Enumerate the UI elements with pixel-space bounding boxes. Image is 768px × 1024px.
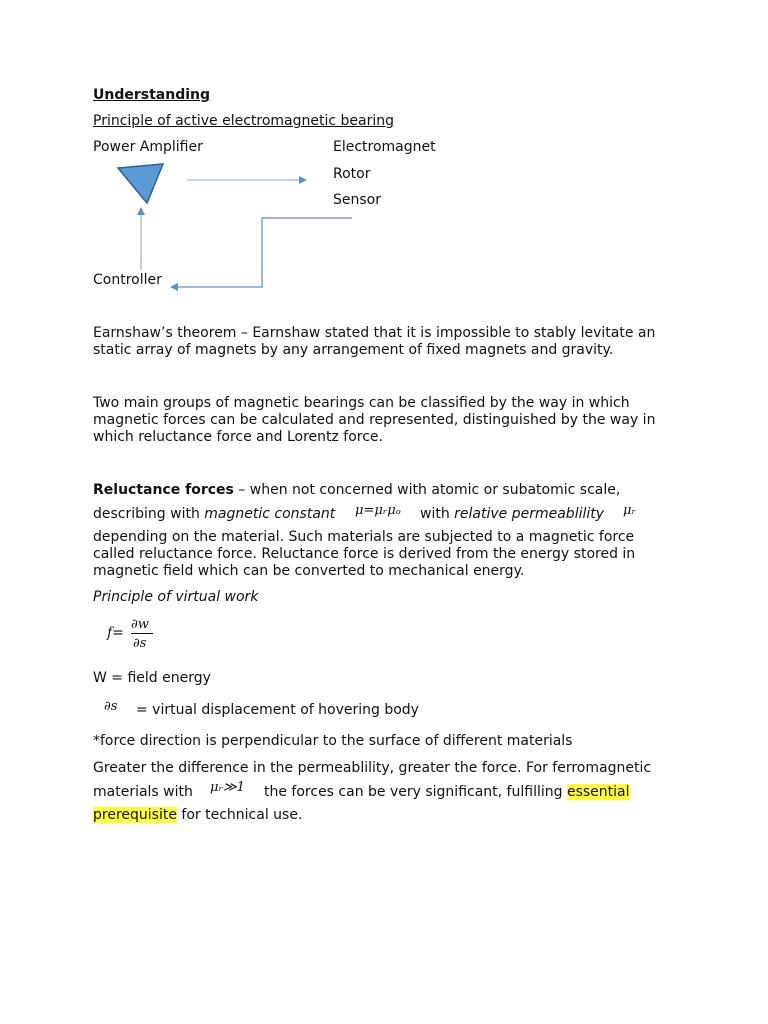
formula-mu: μ=μᵣμₒ	[355, 503, 401, 518]
reluctance-line-2b	[420, 506, 604, 523]
section-subtitle: Principle of active electromagnetic bearing	[93, 113, 395, 129]
label-sensor: Sensor	[333, 192, 381, 208]
groups-line-1: Two main groups of magnetic bearings can be classified by the way in which	[93, 395, 630, 411]
label-electromagnet: Electromagnet	[333, 139, 436, 155]
text-describing-with: describing with	[93, 506, 205, 522]
reluctance-title: Reluctance forces	[93, 482, 234, 498]
highlight-essential: essential	[566, 784, 630, 800]
ds-symbol: ∂s	[104, 699, 118, 714]
label-rotor: Rotor	[333, 166, 371, 182]
reluctance-line-5: magnetic field which can be converted to mechanical energy.	[93, 563, 525, 579]
formula-mu-r: μᵣ	[623, 503, 636, 518]
text-technical-use: for technical use.	[176, 807, 303, 823]
ds-definition: = virtual displacement of hovering body	[136, 702, 419, 718]
reluctance-line-4: called reluctance force. Reluctance force is derived from the energy stored in	[93, 546, 636, 562]
formula-denominator: ∂s	[133, 636, 147, 651]
formula-numerator: ∂w	[131, 617, 149, 632]
groups-line-2: magnetic forces can be calculated and represented, distinguished by the way in	[93, 412, 656, 428]
reluctance-line-1-rest: – when not concerned with atomic or subatomic scale,	[233, 482, 621, 498]
closing-line-1: Greater the difference in the permeablility, greater the force. For ferromagnetic	[93, 760, 652, 776]
reluctance-line-2a	[93, 506, 335, 523]
fraction-bar	[131, 633, 153, 634]
closing-line-3	[93, 807, 302, 824]
amplifier-triangle-icon	[118, 164, 163, 203]
text-with: with	[420, 506, 455, 522]
virtual-work-title: Principle of virtual work	[93, 589, 259, 605]
formula-f-lhs: f=	[107, 625, 124, 641]
force-direction-note: *force direction is perpendicular to the surface of different materials	[93, 733, 573, 749]
reluctance-line-3: depending on the material. Such materials are subjected to a magnetic force	[93, 529, 635, 545]
highlight-prerequisite: prerequisite	[93, 807, 177, 823]
reluctance-line-1	[93, 482, 620, 499]
groups-line-3: which reluctance force and Lorentz force.	[93, 429, 383, 445]
term-magnetic-constant: magnetic constant	[204, 506, 336, 522]
earnshaw-line-2: static array of magnets by any arrangement of fixed magnets and gravity.	[93, 342, 614, 358]
w-definition: W = field energy	[93, 670, 211, 686]
label-controller: Controller	[93, 272, 162, 288]
term-relative-permeability: relative permeablility	[454, 506, 605, 522]
feedback-line-sensor-to-controller	[171, 218, 352, 287]
text-forces-significant: the forces can be very significant, fulfilling	[264, 784, 567, 800]
formula-mu-r-much-greater: μᵣ≫1	[210, 780, 245, 795]
page-title: Understanding	[93, 87, 211, 103]
label-power-amplifier: Power Amplifier	[93, 139, 203, 155]
closing-line-2a: materials with	[93, 784, 193, 800]
closing-line-2b	[264, 784, 630, 801]
earnshaw-line-1: Earnshaw’s theorem – Earnshaw stated that it is impossible to stably levitate an	[93, 325, 656, 341]
